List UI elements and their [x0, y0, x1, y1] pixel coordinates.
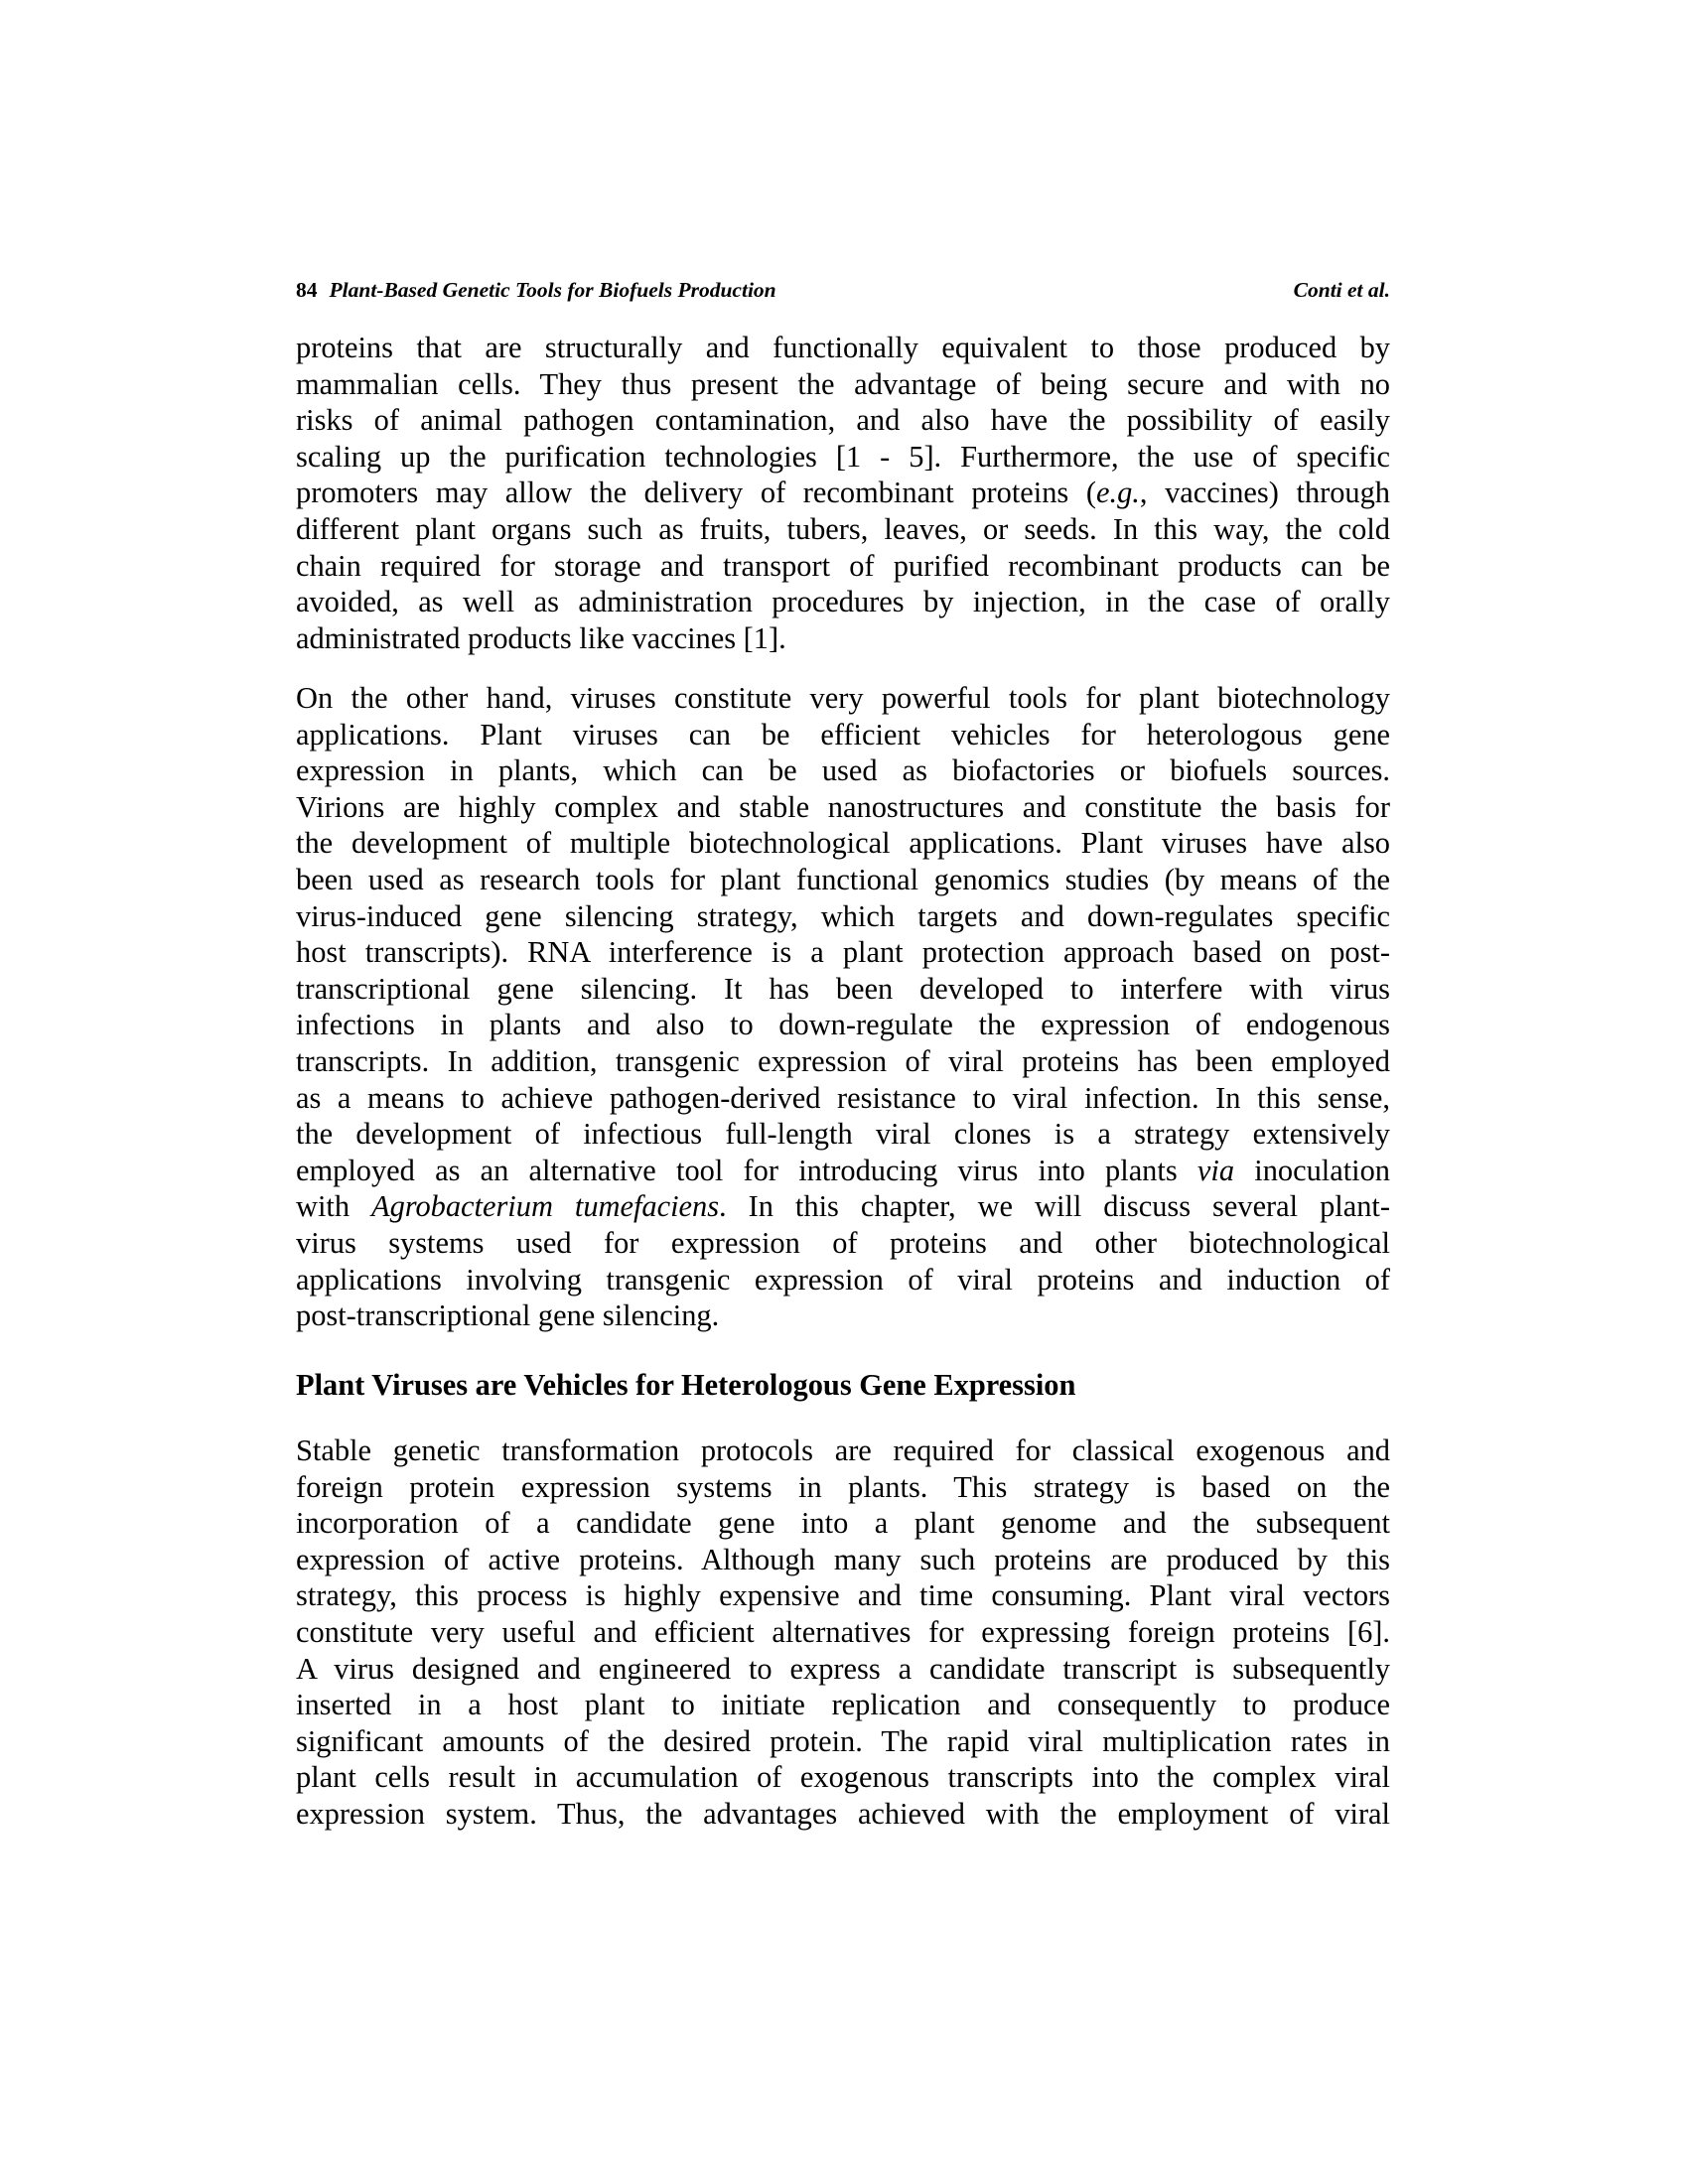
- header-left: [296, 276, 776, 304]
- page-number: 84: [296, 278, 318, 302]
- text-line: Stable genetic transformation protocols are required for classical exogenous and: [296, 1433, 1390, 1467]
- running-header: [296, 276, 1390, 304]
- text-line: strategy, this process is highly expensive and time consuming. Plant viral vectors: [296, 1578, 1390, 1613]
- section-heading: Plant Viruses are Vehicles for Heterologous Gene Expression: [296, 1368, 1076, 1402]
- text-line: mammalian cells. They thus present the advantage of being secure and with no: [296, 366, 1390, 401]
- text-line: risks of animal pathogen contamination, and also have the possibility of easily: [296, 403, 1390, 438]
- text-line: employed as an alternative tool for introducing virus into plants via inoculation: [296, 1153, 1390, 1187]
- text-line: post-transcriptional gene silencing.: [296, 1298, 720, 1333]
- text-line: avoided, as well as administration procedures by injection, in the case of orally: [296, 585, 1390, 619]
- header-authors: Conti et al.: [1293, 278, 1390, 302]
- text-line: proteins that are structurally and functionally equivalent to those produced by: [296, 331, 1390, 364]
- text-line: applications involving transgenic expression of viral proteins and induction of: [296, 1262, 1390, 1297]
- italic-term: Agrobacterium tumefaciens: [371, 1189, 720, 1224]
- text-line: the development of multiple biotechnological applications. Plant viruses have also: [296, 826, 1390, 861]
- text-line: constitute very useful and efficient alternatives for expressing foreign proteins [6].: [296, 1614, 1390, 1649]
- text-line: plant cells result in accumulation of exogenous transcripts into the complex viral: [296, 1760, 1390, 1795]
- text-line: different plant organs such as fruits, tubers, leaves, or seeds. In this way, the cold: [296, 511, 1390, 546]
- text-line: foreign protein expression systems in plants. This strategy is based on the: [296, 1469, 1390, 1504]
- text-line: Virions are highly complex and stable nanostructures and constitute the basis for: [296, 789, 1390, 824]
- text-line: virus-induced gene silencing strategy, which targets and down-regulates specific: [296, 898, 1390, 933]
- text-line: the development of infectious full-length viral clones is a strategy extensively: [296, 1117, 1390, 1152]
- text-line: incorporation of a candidate gene into a plant genome and the subsequent: [296, 1506, 1390, 1541]
- text-line: transcriptional gene silencing. It has been developed to interfere with virus: [296, 971, 1390, 1006]
- text-line: administrated products like vaccines [1].: [296, 620, 786, 655]
- text-line: expression of active proteins. Although many such proteins are produced by this: [296, 1542, 1390, 1576]
- italic-term: e.g.: [1095, 476, 1140, 510]
- text-line: inserted in a host plant to initiate replication and consequently to produce: [296, 1688, 1390, 1722]
- text-line: expression in plants, which can be used as biofactories or biofuels sources.: [296, 753, 1390, 788]
- text-line: promoters may allow the delivery of recombinant proteins (e.g., vaccines) through: [296, 476, 1390, 510]
- paragraph-3: [296, 1433, 1390, 1833]
- book-title: Plant-Based Genetic Tools for Biofuels Production: [329, 278, 776, 302]
- text-line: been used as research tools for plant functional genomics studies (by means of the: [296, 862, 1390, 896]
- text-line: A virus designed and engineered to express a candidate transcript is subsequently: [296, 1651, 1390, 1686]
- text-line: applications. Plant viruses can be efficient vehicles for heterologous gene: [296, 717, 1390, 751]
- italic-term: via: [1196, 1153, 1235, 1187]
- text-line: chain required for storage and transport of purified recombinant products can be: [296, 548, 1390, 583]
- text-line: infections in plants and also to down-regulate the expression of endogenous: [296, 1008, 1390, 1042]
- text-line: expression system. Thus, the advantages achieved with the employment of viral: [296, 1796, 1390, 1831]
- paragraph-1: [296, 330, 1390, 656]
- paragraph-2: [296, 680, 1390, 1334]
- text-line: virus systems used for expression of proteins and other biotechnological: [296, 1225, 1390, 1260]
- text-line: transcripts. In addition, transgenic expression of viral proteins has been employed: [296, 1043, 1390, 1078]
- text-line: with Agrobacterium tumefaciens. In this chapter, we will discuss several plant-: [296, 1189, 1390, 1224]
- text-line: as a means to achieve pathogen-derived resistance to viral infection. In this sense,: [296, 1080, 1390, 1115]
- text-line: scaling up the purification technologies [1 - 5]. Furthermore, the use of specific: [296, 439, 1390, 474]
- text-line: On the other hand, viruses constitute very powerful tools for plant biotechnology: [296, 681, 1390, 715]
- text-line: host transcripts). RNA interference is a plant protection approach based on post-: [296, 935, 1390, 970]
- text-line: significant amounts of the desired protein. The rapid viral multiplication rates in: [296, 1723, 1390, 1758]
